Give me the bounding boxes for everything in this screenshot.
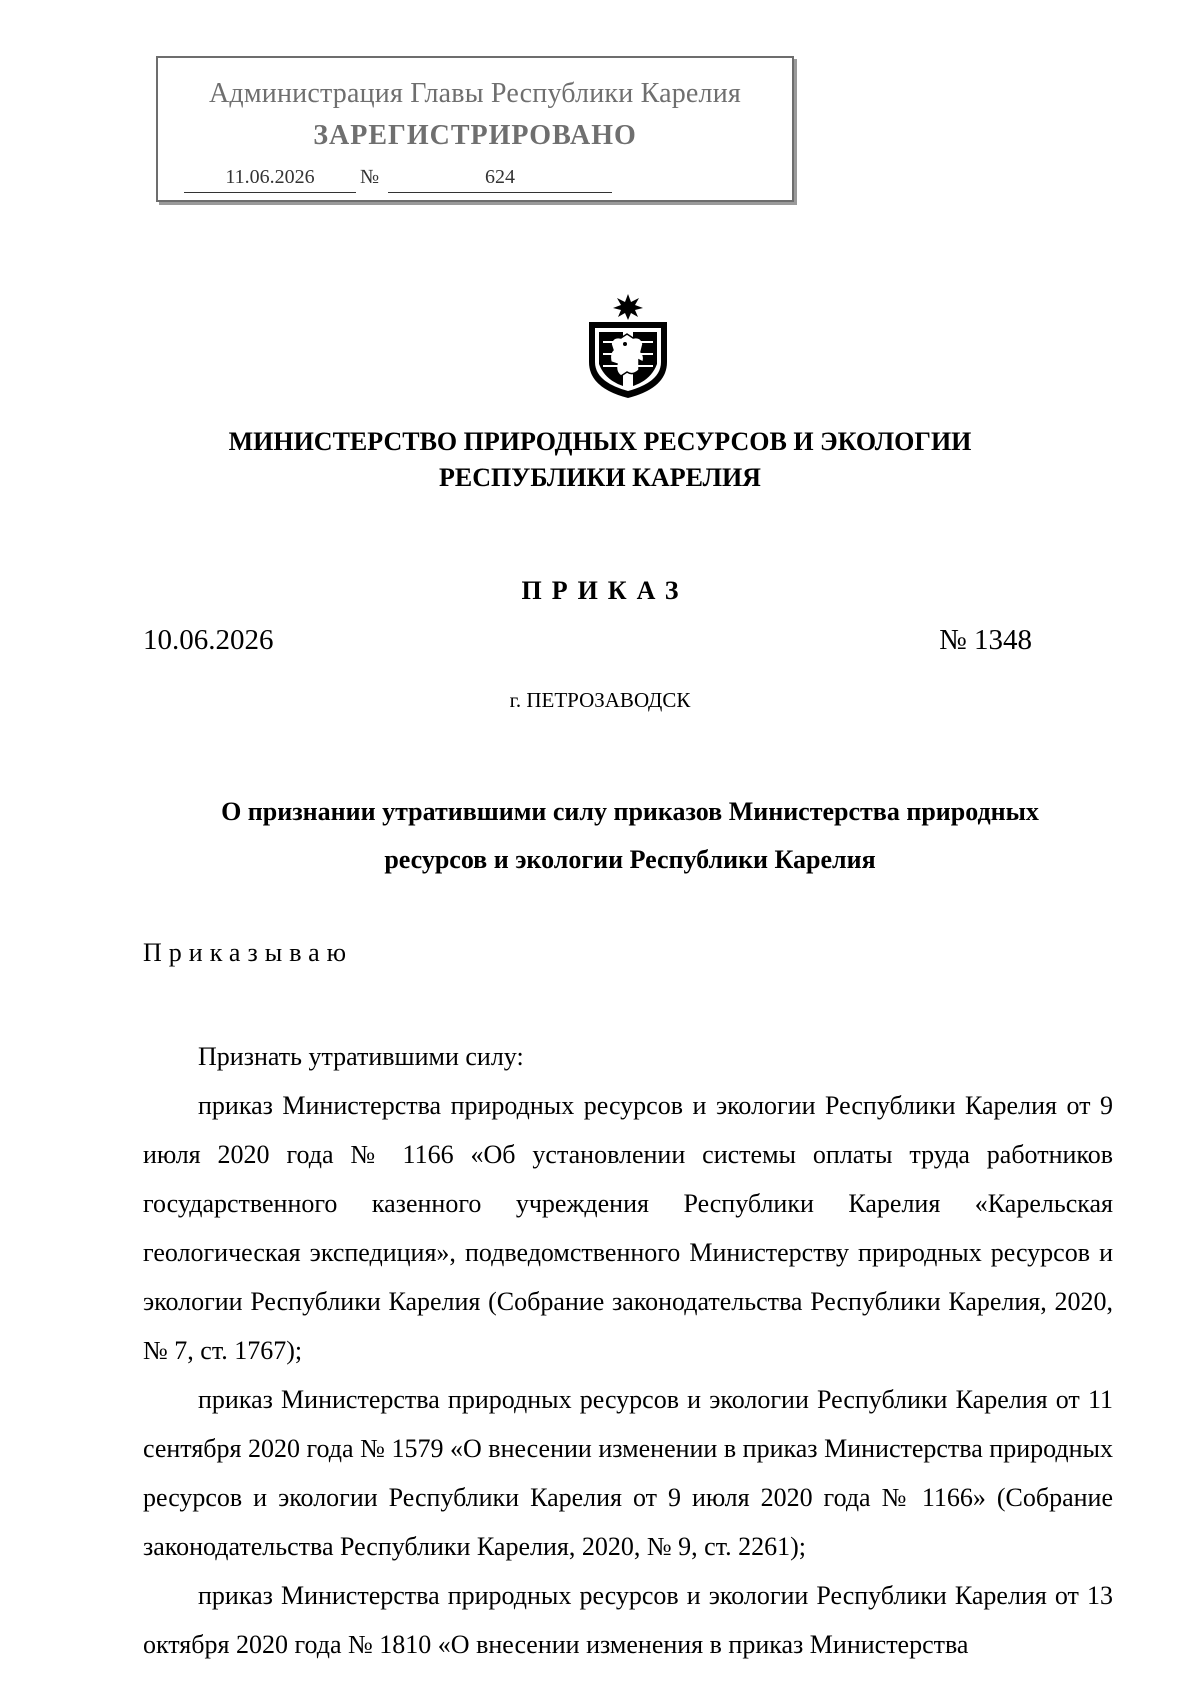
body-item: приказ Министерства природных ресурсов и экологии Республики Карелия от 9 июля 2020 года № 1166 «Об установлении системы оплаты труда работников государственного казенного учреждения Республики Карелия «Карельская геологическая экспедиция», подведомственного Министерству природных ресурсов и экологии Республики Карелия (Собрание законодательства Республики Карелия, 2020, № 7, ст. 1767); [143, 1091, 1113, 1365]
ministry-name-line2: РЕСПУБЛИКИ КАРЕЛИЯ [439, 463, 761, 492]
stamp-status: ЗАРЕГИСТРИРОВАНО [313, 120, 637, 151]
ministry-name [0, 424, 1200, 496]
document-type: ПРИКАЗ [521, 576, 689, 605]
stamp-registration-line [184, 166, 612, 196]
body-item: приказ Министерства природных ресурсов и экологии Республики Карелия от 11 сентября 2020 года № 1579 «О внесении изменении в приказ Министерства природных ресурсов и экологии Республики Карелия от 9 июля 2020 года № 1166» (Собрание законодательства Республики Карелия, 2020, № 9, ст. 2261); [143, 1385, 1113, 1561]
registration-stamp [156, 56, 794, 202]
decree-word: Приказываю [143, 938, 354, 967]
order-date: 10.06.2026 [143, 624, 274, 656]
document-body [143, 1032, 1113, 1669]
document-title [160, 788, 1100, 884]
issue-city: г. ПЕТРОЗАВОДСК [509, 688, 691, 712]
body-intro: Признать утратившими силу: [198, 1042, 524, 1071]
karelia-coat-of-arms-icon [583, 292, 673, 400]
document-title-line2: ресурсов и экологии Республики Карелия [384, 845, 876, 874]
ministry-name-line1: МИНИСТЕРСТВО ПРИРОДНЫХ РЕСУРСОВ И ЭКОЛОГИИ [228, 427, 972, 456]
stamp-date: 11.06.2026 [184, 166, 356, 193]
stamp-organization: Администрация Главы Республики Карелия [209, 78, 741, 109]
stamp-number-sign: № [360, 166, 380, 188]
stamp-number: 624 [388, 166, 612, 193]
order-number: № 1348 [939, 624, 1032, 656]
body-item: приказ Министерства природных ресурсов и экологии Республики Карелия от 13 октября 2020 года № 1810 «О внесении изменения в приказ Министерства [143, 1581, 1113, 1659]
document-title-line1: О признании утратившими силу приказов Министерства природных [221, 797, 1039, 826]
